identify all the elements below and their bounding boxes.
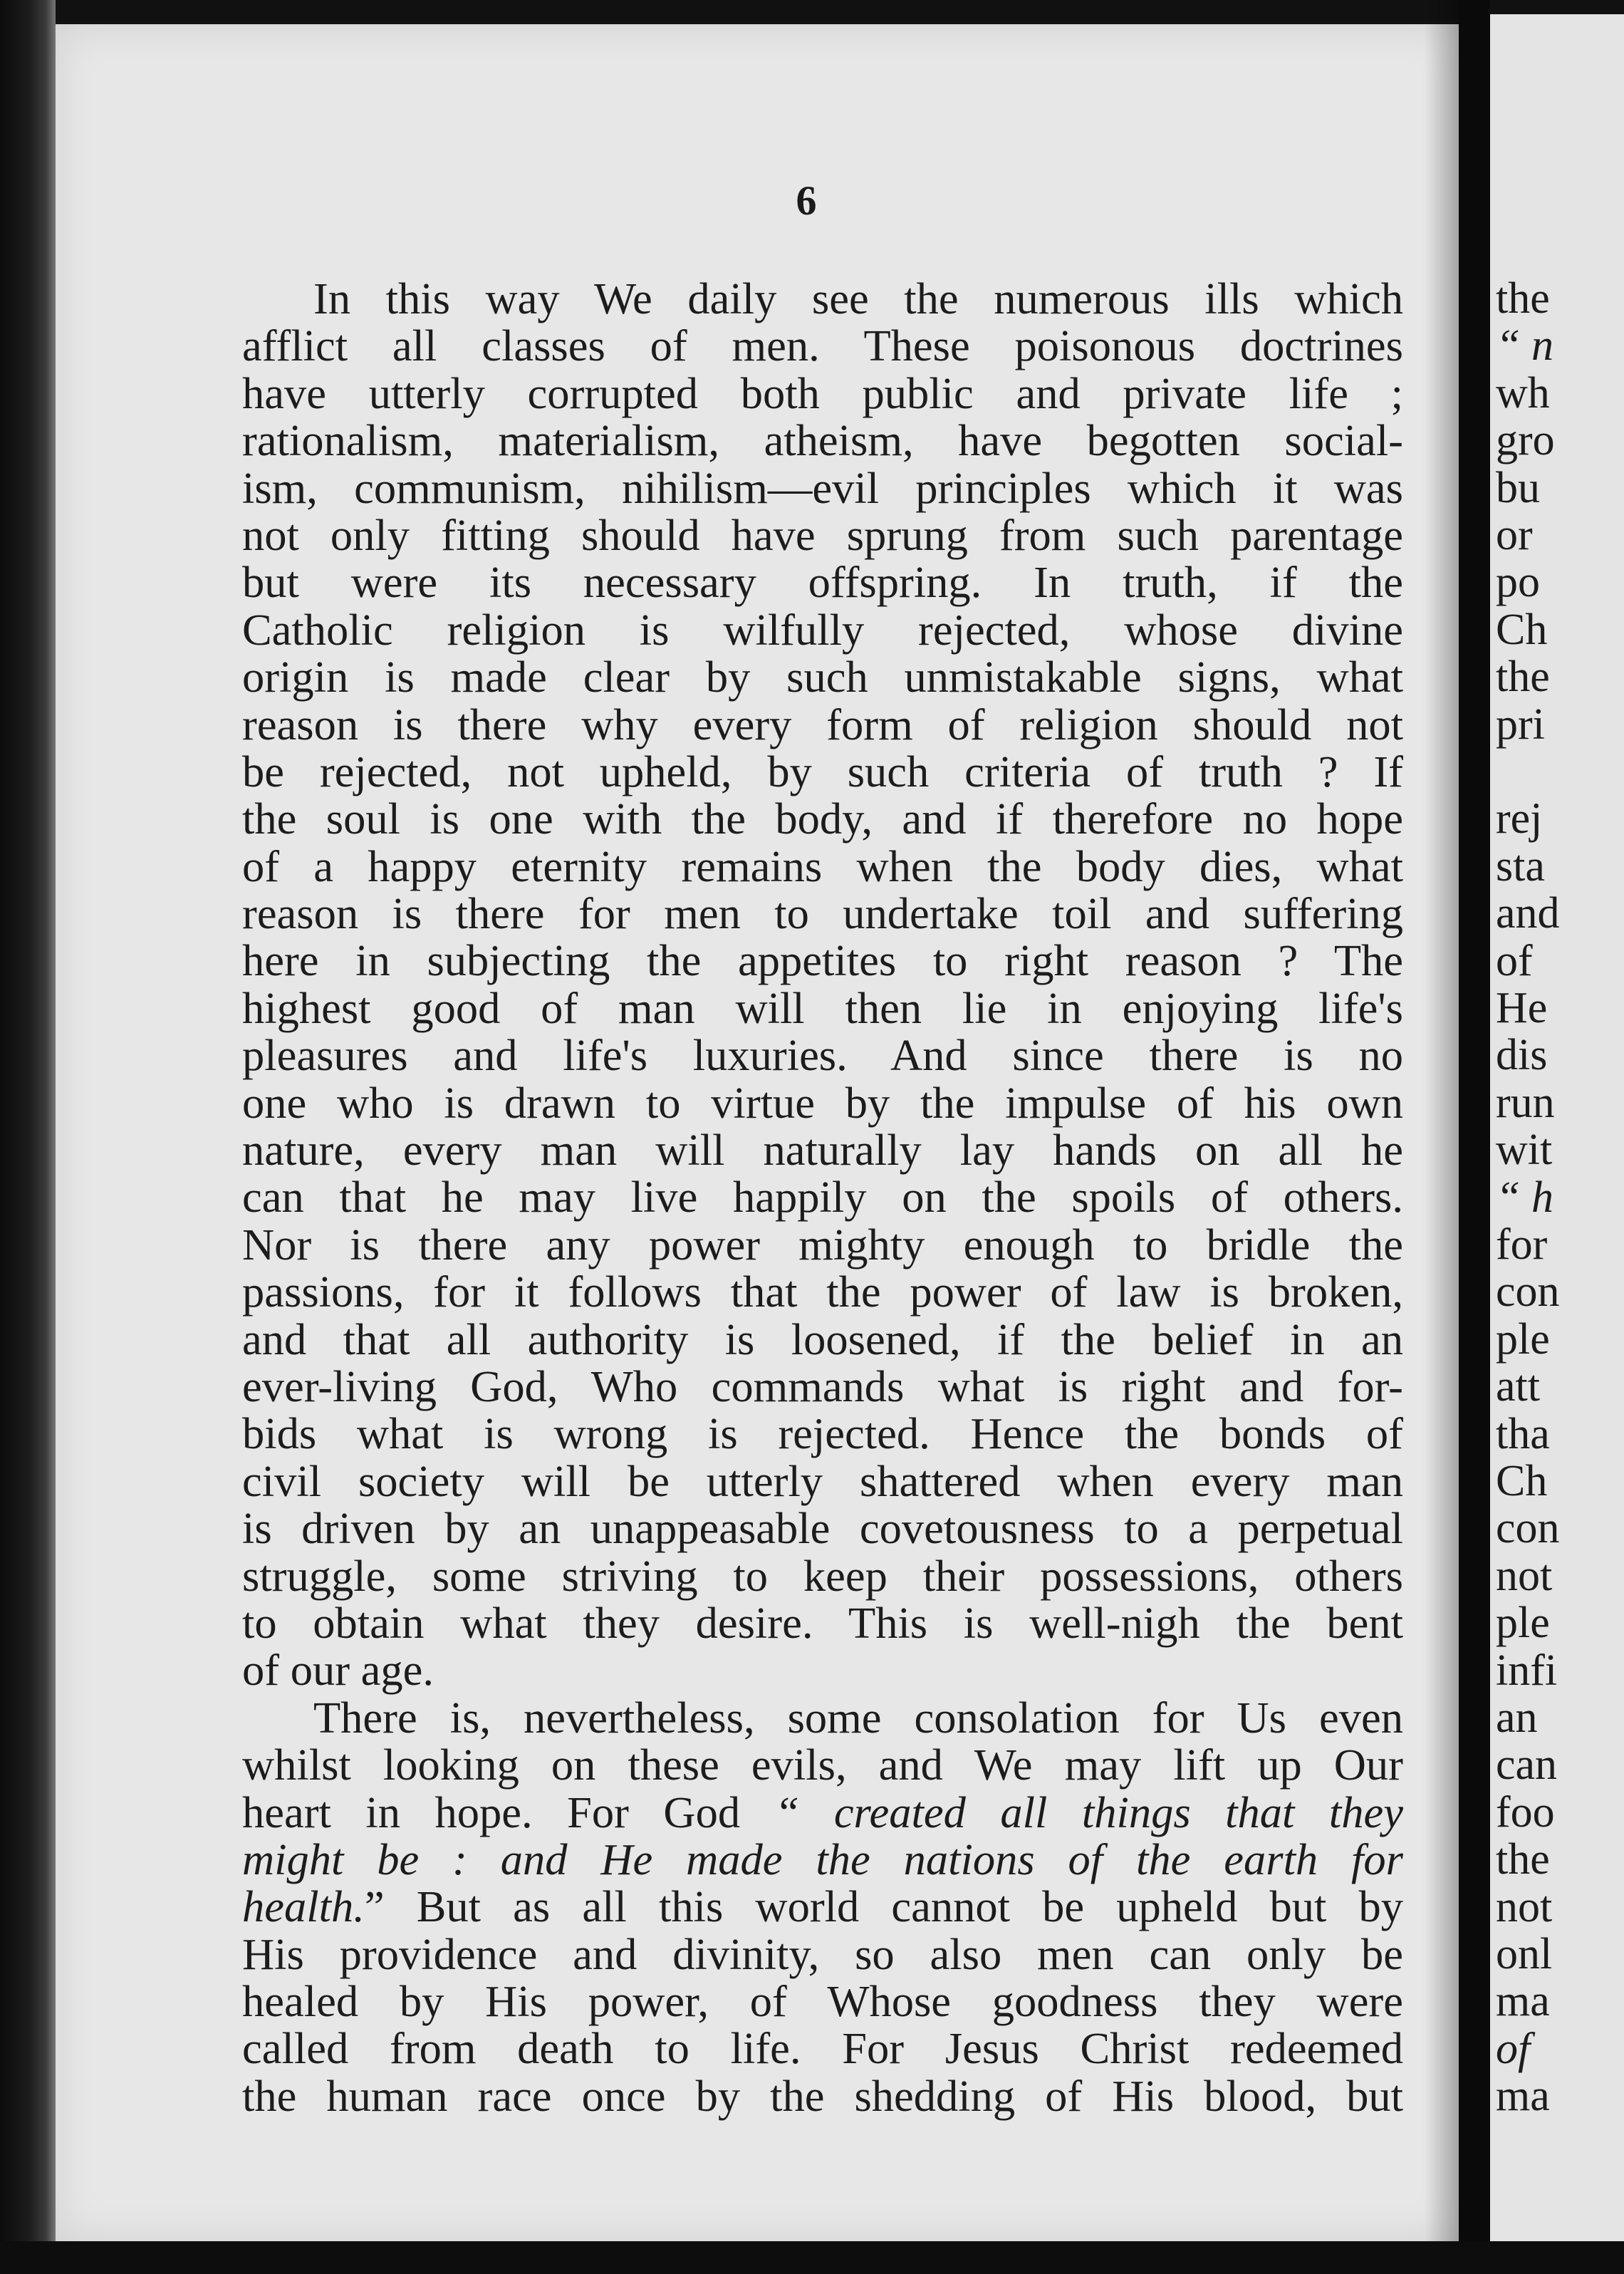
text-line: [242, 890, 1403, 937]
text-line: [242, 1928, 1403, 1979]
text-line: [242, 1316, 1403, 1363]
text-line: [242, 748, 1403, 795]
facing-page-fragment: ple: [1496, 1599, 1550, 1648]
line-text: the human race once by the shedding of His blood, but: [242, 2070, 1403, 2121]
text-line: [242, 1836, 1403, 1883]
text-line: [242, 982, 1403, 1033]
text-line: [242, 275, 1403, 322]
facing-page-fragment: of: [1496, 2024, 1531, 2073]
line-text: struggle, some striving to keep their possessions, others: [242, 1550, 1403, 1601]
text-line: [242, 2025, 1403, 2072]
italic-quote-text: “ created all things that they: [774, 1787, 1403, 1837]
facing-page-fragment: “ n: [1496, 321, 1553, 370]
facing-page-fragment: gro: [1496, 416, 1555, 465]
line-text: ever-living God, Who commands what is right and for-: [242, 1361, 1403, 1411]
line-text: bids what is wrong is rejected. Hence the bonds of: [242, 1408, 1403, 1459]
facing-page-fragment: and: [1496, 889, 1560, 938]
facing-page-fragment: foo: [1496, 1787, 1555, 1837]
line-text: heart in hope. For God: [242, 1787, 775, 1837]
line-text: but were its necessary offspring. In truth, if the: [242, 557, 1403, 608]
line-text: healed by His power, of Whose goodness they were: [242, 1976, 1403, 2027]
line-text: In this way We daily see the numerous ills which: [313, 274, 1403, 323]
facing-page-fragment: ma: [1496, 2072, 1550, 2121]
facing-page-fragment: rej: [1496, 794, 1543, 843]
italic-quote-text: might be : and He made the nations of the earth for: [242, 1834, 1403, 1884]
line-text: be rejected, not upheld, by such criteria of truth ? If: [242, 746, 1403, 796]
facing-page-fragment: not: [1496, 1882, 1553, 1931]
facing-page-fragment: an: [1496, 1693, 1538, 1742]
facing-page-fragment: of: [1496, 936, 1533, 985]
line-text: civil society will be utterly shattered when every man: [242, 1455, 1403, 1506]
italic-quote-text: health.: [242, 1881, 365, 1932]
text-line: [242, 1883, 1403, 1930]
facing-page-fragment: ma: [1496, 1977, 1550, 2026]
text-line: [242, 937, 1403, 984]
text-line: [242, 1741, 1403, 1788]
text-line: [242, 1455, 1403, 1506]
text-line: [242, 464, 1403, 512]
text-line: [242, 2072, 1403, 2119]
facing-page-fragment: con: [1496, 1504, 1560, 1553]
text-line: [242, 606, 1403, 653]
line-text: Nor is there any power mighty enough to bridle the: [242, 1219, 1403, 1270]
text-line: [242, 795, 1403, 842]
line-text: of a happy eternity remains when the body dies, what: [242, 841, 1403, 891]
facing-page-fragment: wit: [1496, 1126, 1553, 1175]
facing-page-fragment: or: [1496, 511, 1533, 559]
text-line: [242, 1505, 1403, 1552]
facing-page-fragment: Ch: [1496, 1457, 1548, 1505]
line-text: ism, communism, nihilism—evil principles which it was: [242, 462, 1403, 513]
line-text: ” But as all this world cannot be upheld but by: [364, 1881, 1403, 1932]
text-line: [242, 1599, 1403, 1646]
line-text: origin is made clear by such unmistakable signs, what: [242, 652, 1403, 702]
book-left-edge: [0, 0, 56, 2274]
line-text: not only fitting should have sprung from such parentage: [242, 509, 1403, 560]
facing-page-fragment: wh: [1496, 368, 1550, 417]
text-line: [242, 1410, 1403, 1457]
line-text: nature, every man will naturally lay hands on all he: [242, 1125, 1403, 1175]
text-line: [242, 559, 1403, 606]
facing-page-fragment: the: [1496, 274, 1550, 323]
line-text: here in subjecting the appetites to right reason ? The: [242, 935, 1403, 986]
line-text: afflict all classes of men. These poisonous doctrines: [242, 321, 1403, 371]
text-line: [242, 1645, 1403, 1696]
text-line: [242, 1978, 1403, 2025]
text-line: [242, 1173, 1403, 1220]
facing-page-fragment: att: [1496, 1362, 1540, 1411]
body-text: [242, 275, 1403, 2119]
text-line: [242, 1552, 1403, 1599]
text-line: [242, 1032, 1403, 1079]
line-text: can that he may live happily on the spoils of others.: [242, 1172, 1403, 1222]
line-text: rationalism, materialism, atheism, have begotten social-: [242, 415, 1403, 466]
facing-page-fragment: Ch: [1496, 605, 1548, 654]
line-text: of our age.: [242, 1645, 434, 1696]
line-text: have utterly corrupted both public and private life ;: [242, 368, 1403, 418]
line-text: to obtain what they desire. This is well-nigh the bent: [242, 1597, 1403, 1648]
facing-page-fragment: “ h: [1496, 1173, 1553, 1222]
text-line: [242, 509, 1403, 560]
text-line: [242, 653, 1403, 700]
facing-page-fragment: sta: [1496, 841, 1545, 891]
line-text: called from death to life. For Jesus Christ redeemed: [242, 2023, 1403, 2074]
facing-page-fragment: tha: [1496, 1409, 1550, 1458]
line-text: one who is drawn to virtue by the impulse of his own: [242, 1077, 1403, 1128]
line-text: and that all authority is loosened, if the belief in an: [242, 1314, 1403, 1364]
line-text: reason is there why every form of religion should not: [242, 699, 1403, 749]
facing-page-fragment: not: [1496, 1551, 1553, 1600]
line-text: passions, for it follows that the power of law is broken,: [242, 1267, 1403, 1317]
facing-page-fragment: He: [1496, 984, 1548, 1032]
line-text: Catholic religion is wilfully rejected, whose divine: [242, 604, 1403, 655]
text-line: [242, 1079, 1403, 1126]
page-gutter-shadow: [1425, 0, 1459, 2274]
facing-page-fragment: po: [1496, 558, 1540, 607]
line-text: is driven by an unappeasable covetousness to a perpetual: [242, 1503, 1403, 1554]
text-line: [242, 1126, 1403, 1173]
scan-border-bottom: [0, 2241, 1624, 2274]
facing-page-fragment: for: [1496, 1220, 1548, 1269]
facing-page-fragment: dis: [1496, 1031, 1548, 1080]
line-text: pleasures and life's luxuries. And since there is no: [242, 1030, 1403, 1081]
text-line: [242, 322, 1403, 369]
text-line: [242, 1363, 1403, 1410]
facing-page-fragment: infi: [1496, 1646, 1558, 1695]
text-line: [242, 370, 1403, 417]
line-text: the soul is one with the body, and if therefore no hope: [242, 794, 1403, 844]
line-text: whilst looking on these evils, and We may lift up Our: [242, 1740, 1403, 1790]
facing-page-fragment: can: [1496, 1740, 1558, 1790]
book-spine: [1459, 0, 1490, 2274]
page-number: 6: [796, 177, 817, 224]
text-line: [242, 1789, 1403, 1836]
text-line: [242, 701, 1403, 748]
facing-page-fragment: the: [1496, 1835, 1550, 1884]
line-text: highest good of man will then lie in enjoying life's: [242, 982, 1403, 1033]
facing-page-fragment: pri: [1496, 700, 1545, 749]
line-text: His providence and divinity, so also men can only be: [242, 1928, 1403, 1979]
scan-border-top: [0, 0, 1624, 27]
text-line: [242, 1221, 1403, 1268]
text-line: [242, 417, 1403, 464]
facing-page-fragment: onl: [1496, 1930, 1553, 1978]
facing-page-fragment: the: [1496, 653, 1550, 702]
text-line: [242, 843, 1403, 890]
facing-page-fragment: run: [1496, 1078, 1555, 1127]
facing-page: [1490, 14, 1624, 2244]
facing-page-fragment: ple: [1496, 1314, 1550, 1364]
line-text: reason is there for men to undertake toil and suffering: [242, 888, 1403, 939]
text-line: [242, 1694, 1403, 1741]
facing-page-fragment: con: [1496, 1267, 1560, 1317]
line-text: There is, nevertheless, some consolation for Us even: [313, 1692, 1403, 1743]
facing-page-fragment: bu: [1496, 463, 1540, 512]
text-line: [242, 1268, 1403, 1315]
